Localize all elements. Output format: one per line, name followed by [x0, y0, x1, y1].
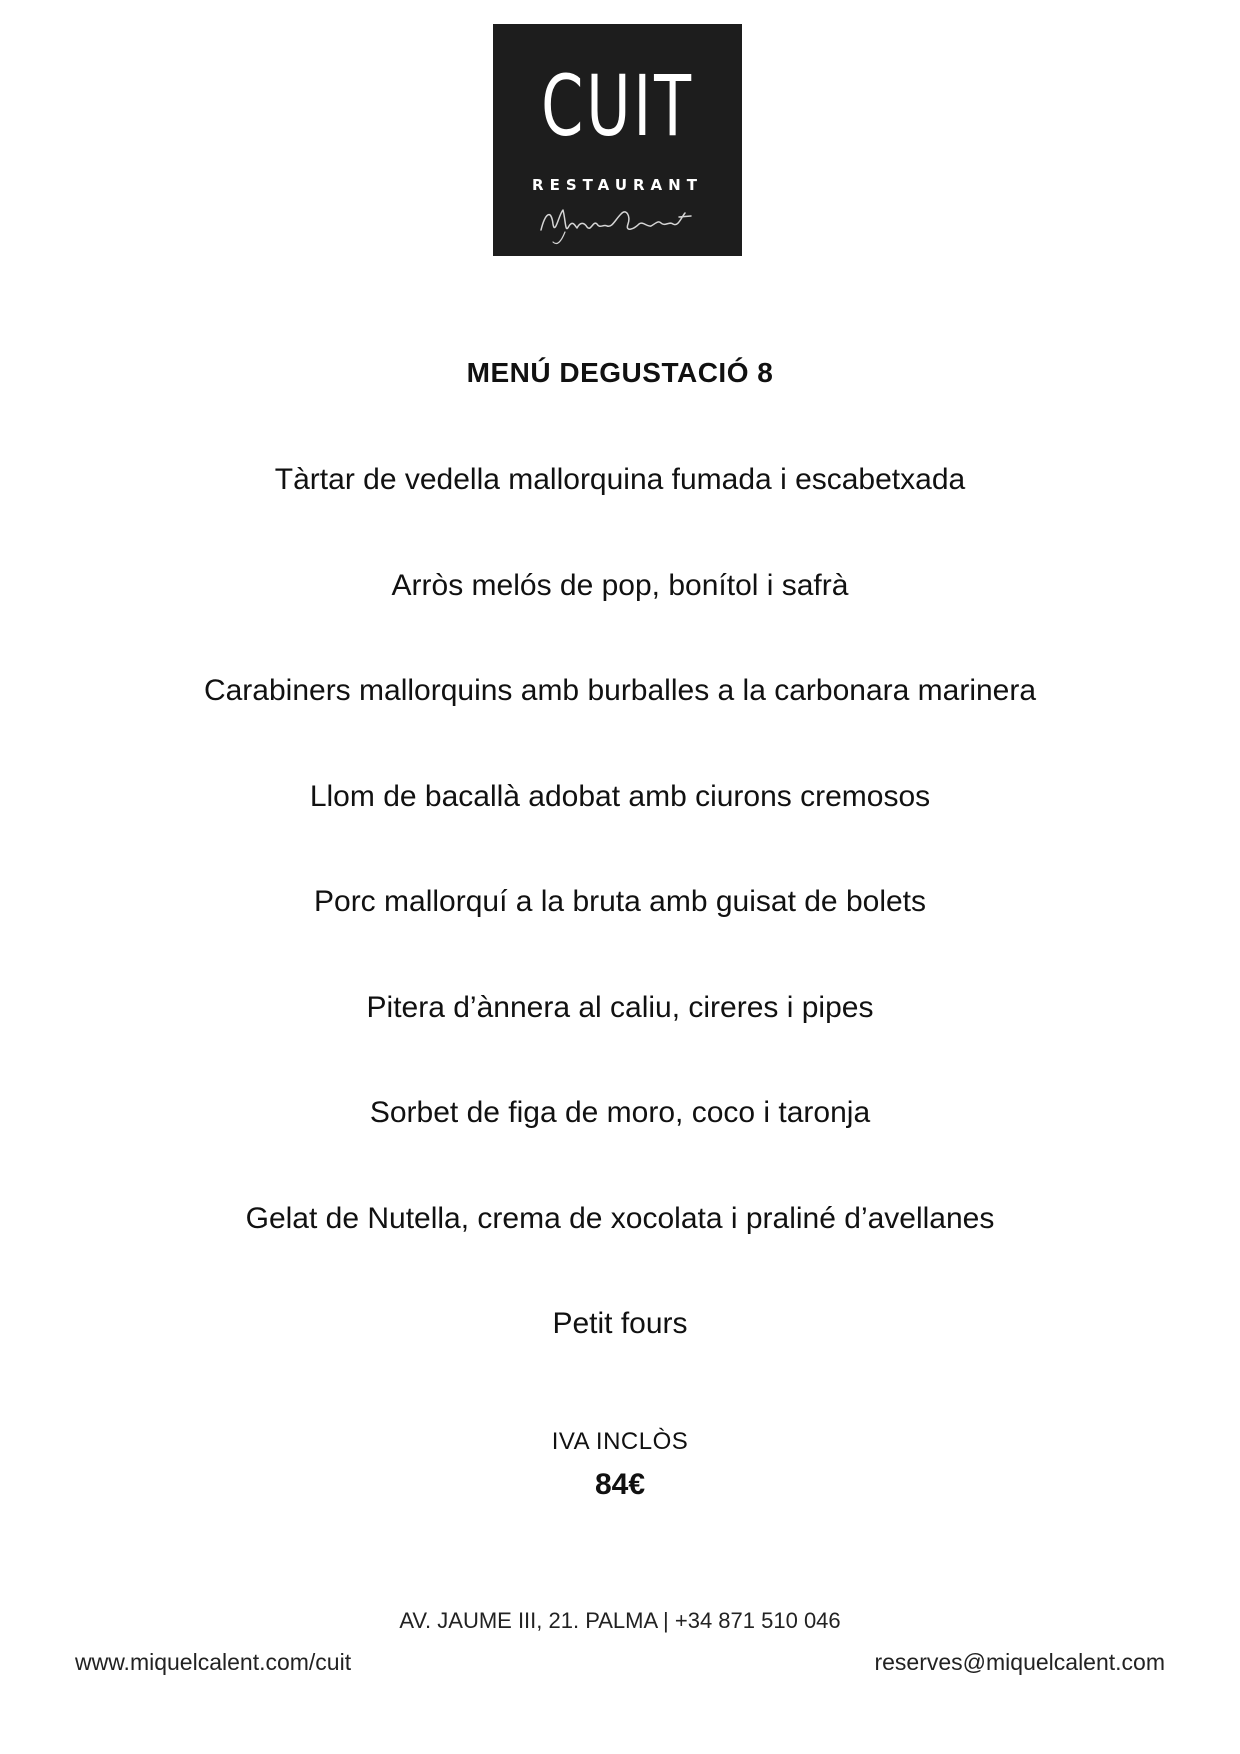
course-item: Pitera d’ànnera al caliu, cireres i pipes [366, 990, 874, 1024]
course-item: Carabiners mallorquins amb burballes a la carbonara marinera [203, 674, 1037, 707]
signature-graphic [533, 196, 703, 248]
course-item: Porc mallorquí a la bruta amb guisat de bolets [314, 885, 926, 918]
course-list [0, 456, 1240, 1406]
restaurant-logo [493, 24, 742, 256]
menu-title: MENÚ DEGUSTACIÓ 8 [466, 357, 774, 388]
logo-name: CUIT [541, 57, 694, 155]
course-item: Arròs melós de pop, bonítol i safrà [391, 568, 849, 602]
course-item: Gelat de Nutella, crema de xocolata i praliné d’avellanes [245, 1201, 995, 1235]
logo-subtitle: RESTAURANT [532, 176, 703, 194]
course-item: Petit fours [552, 1307, 688, 1340]
restaurant-address: AV. JAUME III, 21. PALMA | +34 871 510 046 [399, 1608, 841, 1633]
course-item: Tàrtar de vedella mallorquina fumada i escabetxada [274, 463, 966, 496]
tax-note: IVA INCLÒS [551, 1428, 689, 1455]
course-item: Llom de bacallà adobat amb ciurons cremosos [309, 779, 931, 813]
course-item: Sorbet de figa de moro, coco i taronja [369, 1096, 871, 1129]
reservation-email-link[interactable]: reserves@miquelcalent.com [874, 1649, 1165, 1675]
website-link[interactable]: www.miquelcalent.com/cuit [75, 1649, 352, 1675]
menu-price: 84€ [594, 1468, 646, 1501]
